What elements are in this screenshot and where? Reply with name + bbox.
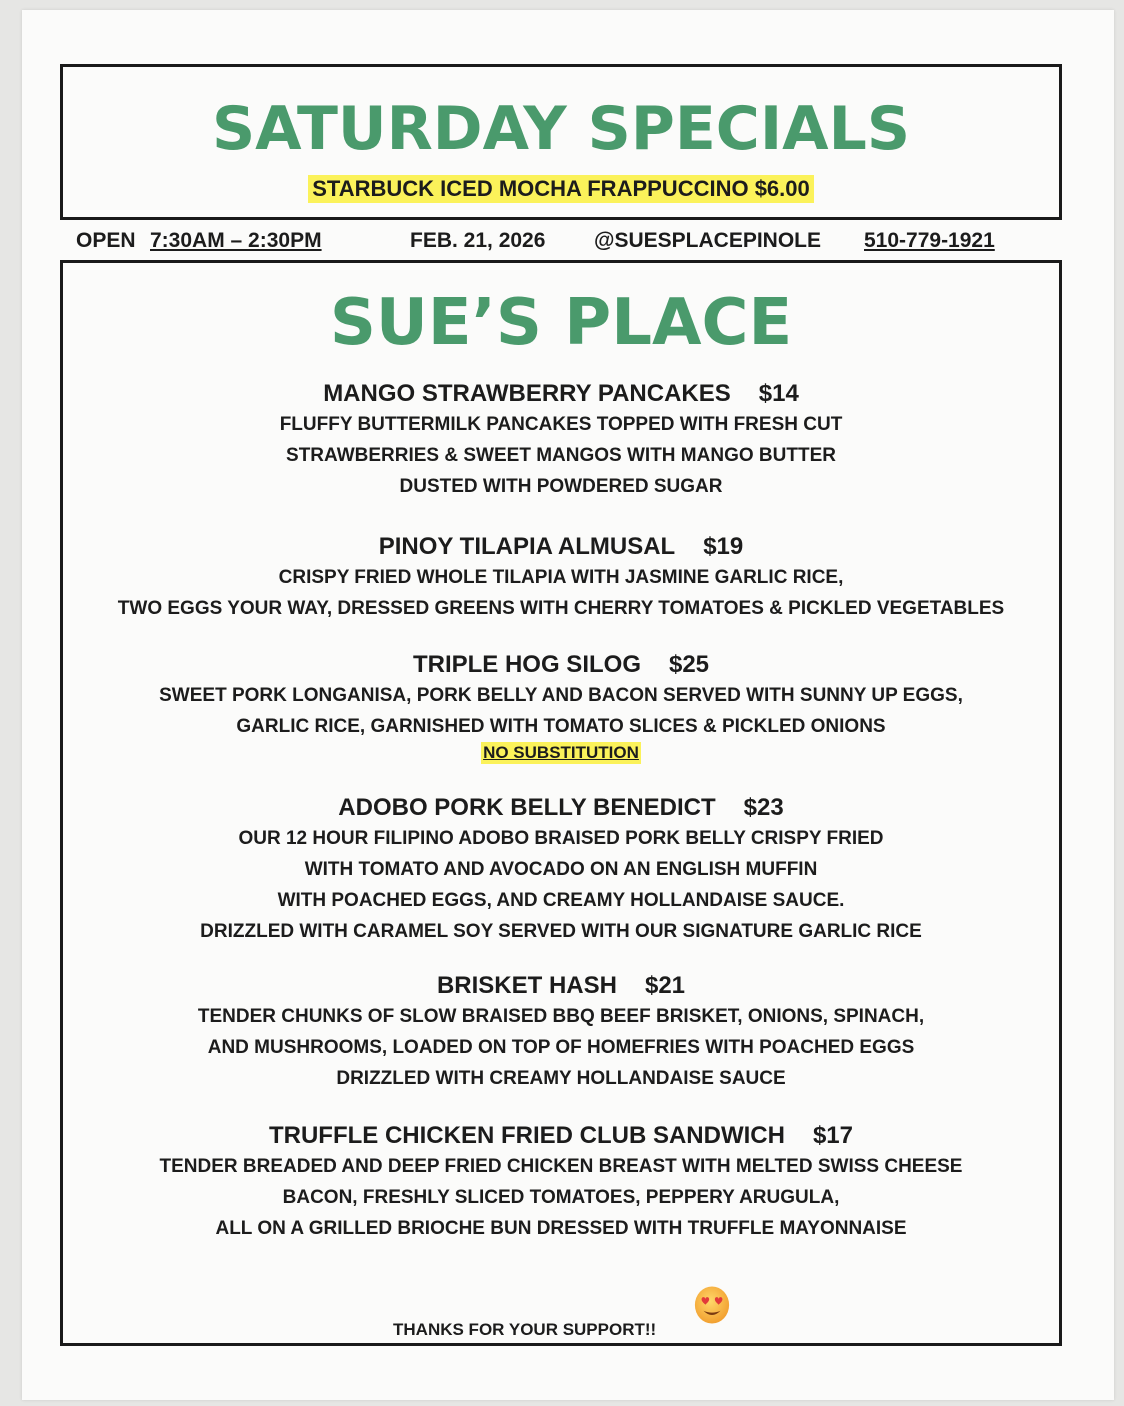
item-price: $23: [743, 794, 784, 821]
item-name: MANGO STRAWBERRY PANCAKES: [323, 380, 731, 407]
menu-item: [63, 650, 1059, 764]
date: FEB. 21, 2026: [410, 229, 546, 252]
item-name: TRIPLE HOG SILOG: [412, 651, 641, 678]
item-desc-line: AND MUSHROOMS, LOADED ON TOP OF HOMEFRIES WITH POACHED EGGS: [207, 1037, 915, 1058]
item-desc-line: FLUFFY BUTTERMILK PANCAKES TOPPED WITH FRESH CUT: [279, 414, 843, 435]
item-desc-line: WITH TOMATO AND AVOCADO ON AN ENGLISH MUFFIN: [304, 859, 818, 880]
item-desc-line: DRIZZLED WITH CREAMY HOLLANDAISE SAUCE: [336, 1068, 786, 1089]
item-name: BRISKET HASH: [436, 972, 617, 999]
item-price: $21: [644, 972, 686, 999]
item-title: [63, 379, 1059, 409]
item-desc-line: DRIZZLED WITH CARAMEL SOY SERVED WITH OUR SIGNATURE GARLIC RICE: [200, 921, 922, 942]
heart-eyes-emoji-icon: [693, 1285, 731, 1325]
info-row: [76, 226, 1036, 256]
item-price: $14: [758, 380, 799, 407]
item-title: [63, 1121, 1059, 1151]
menu-item: [63, 971, 1059, 1094]
item-desc-line: STRAWBERRIES & SWEET MANGOS WITH MANGO BUTTER: [286, 445, 836, 466]
item-price: $17: [812, 1122, 853, 1149]
item-price: $25: [668, 651, 710, 678]
item-desc-line: DUSTED WITH POWDERED SUGAR: [399, 476, 723, 497]
item-desc-line: OUR 12 HOUR FILIPINO ADOBO BRAISED PORK BELLY CRISPY FRIED: [238, 828, 884, 849]
item-desc-line: SWEET PORK LONGANISA, PORK BELLY AND BACON SERVED WITH SUNNY UP EGGS,: [159, 685, 963, 706]
menu-item: [63, 1121, 1059, 1244]
no-substitution-note: NO SUBSTITUTION: [483, 743, 639, 762]
menu-item: [63, 793, 1059, 947]
item-title: [63, 650, 1059, 680]
item-name: PINOY TILAPIA ALMUSAL: [378, 533, 676, 560]
thanks-message: THANKS FOR YOUR SUPPORT!!: [393, 1320, 657, 1339]
item-desc-line: TENDER BREADED AND DEEP FRIED CHICKEN BREAST WITH MELTED SWISS CHEESE: [159, 1156, 963, 1177]
open-label: OPEN: [76, 229, 136, 252]
item-desc-line: GARLIC RICE, GARNISHED WITH TOMATO SLICES & PICKLED ONIONS: [236, 716, 886, 737]
specials-header-box: [60, 64, 1062, 220]
item-title: [63, 971, 1059, 1001]
item-name: TRUFFLE CHICKEN FRIED CLUB SANDWICH: [268, 1122, 785, 1149]
item-desc-line: BACON, FRESHLY SLICED TOMATOES, PEPPERY ARUGULA,: [282, 1187, 840, 1208]
phone-number: 510-779-1921: [864, 229, 995, 252]
item-desc-line: WITH POACHED EGGS, AND CREAMY HOLLANDAISE SAUCE.: [277, 890, 845, 911]
specials-title: SATURDAY SPECIALS: [211, 94, 911, 164]
social-handle: @SUESPLACEPINOLE: [594, 229, 822, 252]
item-desc-line: CRISPY FRIED WHOLE TILAPIA WITH JASMINE GARLIC RICE,: [278, 567, 844, 588]
drink-promo: STARBUCK ICED MOCHA FRAPPUCCINO $6.00: [308, 175, 814, 203]
menu-item: [63, 379, 1059, 502]
hours: 7:30AM – 2:30PM: [150, 229, 322, 252]
item-price: $19: [703, 533, 744, 560]
menu-item: [63, 532, 1059, 624]
item-title: [63, 793, 1059, 823]
menu-box: [60, 260, 1062, 1346]
restaurant-name: SUE’S PLACE: [329, 286, 793, 360]
item-desc-line: TENDER CHUNKS OF SLOW BRAISED BBQ BEEF BRISKET, ONIONS, SPINACH,: [197, 1006, 925, 1027]
item-name: ADOBO PORK BELLY BENEDICT: [338, 794, 716, 821]
item-title: [63, 532, 1059, 562]
item-desc-line: TWO EGGS YOUR WAY, DRESSED GREENS WITH CHERRY TOMATOES & PICKLED VEGETABLES: [117, 598, 1005, 619]
item-desc-line: ALL ON A GRILLED BRIOCHE BUN DRESSED WITH TRUFFLE MAYONNAISE: [215, 1218, 907, 1239]
